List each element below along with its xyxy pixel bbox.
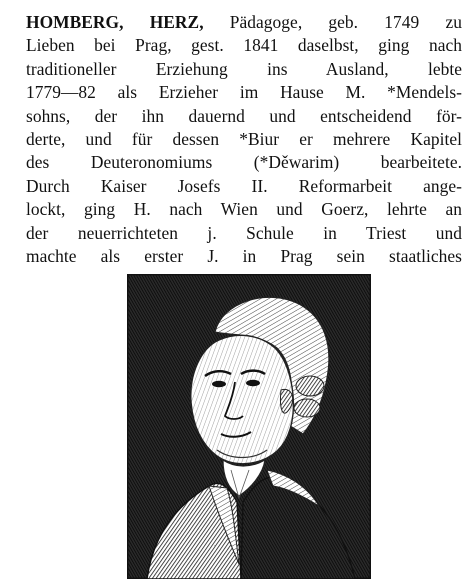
- portrait-eye-right: [246, 380, 260, 386]
- portrait-image: [127, 274, 371, 579]
- article-line-5: sohns, der ihn dauernd und entscheidend för-: [26, 105, 462, 126]
- portrait-face: [191, 335, 294, 463]
- article-line-1-rest: Pädagoge, geb. 1749 zu: [203, 12, 462, 32]
- article-line-2: Lieben bei Prag, gest. 1841 daselbst, ging nach: [26, 35, 462, 56]
- article-line-1: [26, 11, 462, 34]
- article-line-7: des Deuteronomiums (*Děwarim) bearbeitete.: [26, 152, 462, 173]
- portrait-engraving-svg: [127, 274, 371, 579]
- portrait-curl-lower: [294, 399, 320, 417]
- headword: HOMBERG, HERZ,: [26, 12, 204, 32]
- article-line-8: Durch Kaiser Josefs II. Reformarbeit ange-: [26, 175, 462, 196]
- article-line-6: derte, und für dessen *Biur er mehrere Kapitel: [26, 129, 462, 150]
- article-text: [26, 11, 462, 268]
- article-line-10: der neuerrichteten j. Schule in Triest und: [26, 222, 462, 243]
- portrait-curl-upper: [296, 376, 324, 396]
- portrait-eye-left: [212, 381, 226, 387]
- article-line-3: traditioneller Erziehung ins Ausland, lebte: [26, 58, 462, 79]
- article-line-11: machte als erster J. in Prag sein staatliches: [26, 246, 462, 267]
- article-line-9: lockt, ging H. nach Wien und Goerz, lehrte an: [26, 199, 462, 220]
- article-line-4: 1779—82 als Erzieher im Hause M. *Mendels-: [26, 82, 462, 103]
